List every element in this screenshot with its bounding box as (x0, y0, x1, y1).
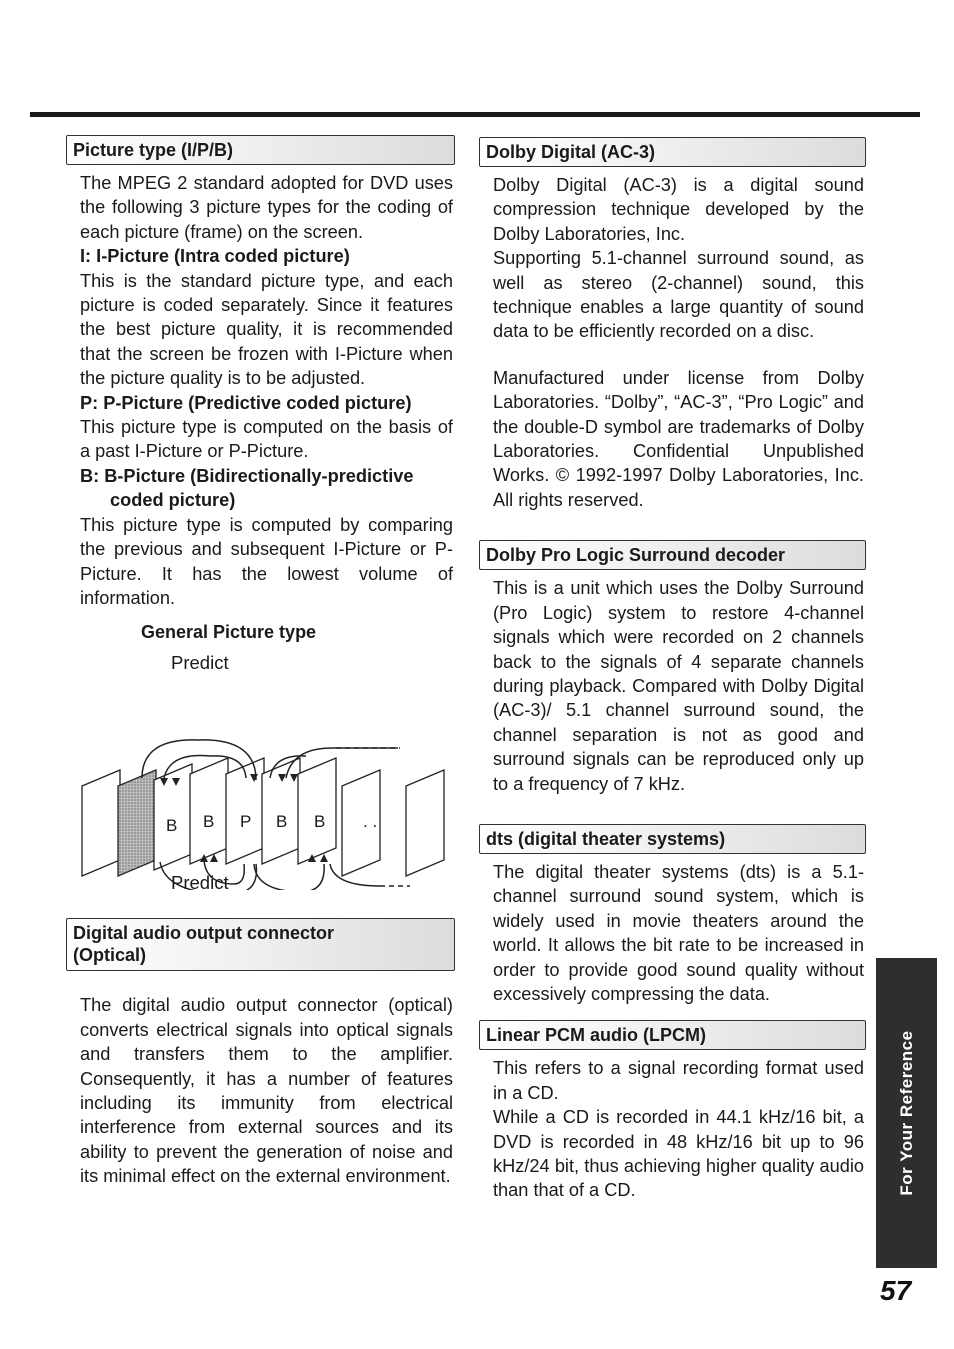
frame-i (118, 770, 156, 876)
frame-label-1: B (166, 816, 178, 836)
diagram-title: General Picture type (141, 622, 317, 643)
frame-ellipsis: . . (363, 812, 378, 832)
frame-2 (190, 758, 228, 864)
picture-type-intro: The MPEG 2 standard adopted for DVD uses the following 3 picture types for the coding of each picture (frame) on the screen. (80, 173, 453, 242)
lpcm-text1: This refers to a signal recording format used in a CD. (493, 1058, 864, 1103)
heading-dts: dts (digital theater systems) (479, 824, 866, 854)
left-column (73, 135, 453, 1189)
predict-top-label: Predict (171, 652, 229, 674)
i-picture-heading: I: I-Picture (Intra coded picture) (80, 246, 350, 267)
dts-text: The digital theater systems (dts) is a 5.1-channel surround sound system, which is widely used in movie theaters around the world. It allows the bit rate to be increased in order to provide good sound quality without excessively compressing the data. (493, 861, 864, 1004)
p-picture-heading: P: P-Picture (Predictive coded picture) (80, 392, 412, 413)
frames-illustration (80, 610, 453, 890)
heading-digital-audio (66, 918, 455, 971)
frame-4 (262, 758, 300, 864)
dolby-license-text: Manufactured under license from Dolby Laboratories. “Dolby”, “AC-3”, “Pro Logic” and the double-D symbol are trademarks of Dolby Laboratories. Confidential Unpublished Works. © 1992-1997 Dolby Laboratories, Inc. All rights reserved. (493, 367, 864, 510)
frame-label-4: B (276, 812, 288, 832)
page-number: 57 (880, 1275, 912, 1306)
heading-lpcm: Linear PCM audio (LPCM) (479, 1020, 866, 1050)
b-picture-heading: B: B-Picture (Bidirectionally-predictive coded picture) (80, 465, 414, 511)
side-tab-label: For Your Reference (896, 1030, 916, 1196)
dolby-digital-text1: Dolby Digital (AC-3) is a digital sound compression technique developed by the Dolby Laboratories, Inc. (493, 175, 864, 244)
b-picture-text: This picture type is computed by comparing the previous and subsequent I-Picture or P-Picture. It has the lowest volume of information. (80, 514, 453, 608)
heading-digital-audio-line2: (Optical) (73, 945, 147, 966)
frame-7 (406, 770, 444, 876)
digital-audio-text: The digital audio output connector (optical) converts electrical signals into optical signals and transfers them to the amplifier. Consequently, it has a number of features including its immunity from electrical interference from external sources and its ability to prevent the generation of noise and its minimal effect on the external environment. (80, 995, 453, 1187)
frame-label-3: P (240, 812, 252, 832)
heading-pro-logic: Dolby Pro Logic Surround decoder (479, 540, 866, 570)
side-tab (876, 958, 937, 1268)
frame-label-2: B (203, 812, 215, 832)
p-picture-text: This picture type is computed on the basis of a past I-Picture or P-Picture. (80, 417, 453, 462)
picture-type-diagram (80, 610, 453, 894)
lpcm-text2: While a CD is recorded in 44.1 kHz/16 bit, a DVD is recorded in 48 kHz/16 bit up to 96 kHz/24 bit, thus achieving higher quality audio than that of a CD. (493, 1107, 864, 1201)
top-rule (30, 112, 920, 117)
dolby-digital-text2: Supporting 5.1-channel surround sound, as well as stereo (2-channel) sound, this technique enables a large quantity of sound data to be efficiently recorded on a disc. (493, 248, 864, 342)
heading-digital-audio-line1: Digital audio output connector (73, 923, 334, 944)
heading-picture-type: Picture type (I/P/B) (66, 135, 455, 165)
i-picture-text: This is the standard picture type, and each picture is coded separately. Since it features the best picture quality, it is recommended that the screen be frozen with I-Picture when the picture quality is to be adjusted. (80, 270, 453, 389)
right-column (486, 137, 864, 1203)
frame-label-5: B (314, 812, 326, 832)
pro-logic-text: This is a unit which uses the Dolby Surround (Pro Logic) system to restore 4-channel signals which were recorded on 2 channels back to the signals of 4 separate channels during playback. Compared with Dolby Digital (AC-3)/ 5.1 channel surround sound, the channel separation is not as good and surround signals can be reproduced only up to a frequency of 7 kHz. (493, 578, 864, 794)
frame-5 (298, 758, 336, 864)
heading-dolby-digital: Dolby Digital (AC-3) (479, 137, 866, 167)
predict-bottom-label: Predict (171, 872, 229, 894)
frame-0 (82, 770, 120, 876)
